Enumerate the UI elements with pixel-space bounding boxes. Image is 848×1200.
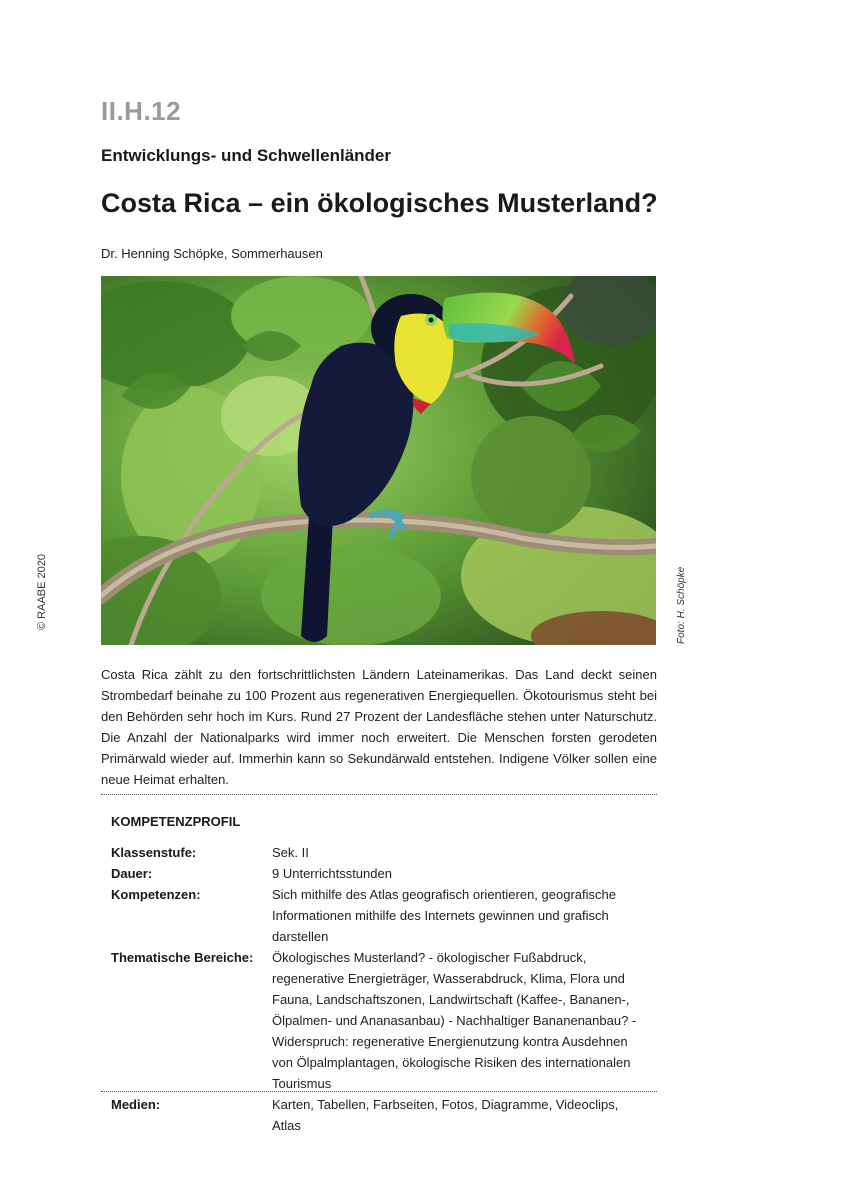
profile-value: Sek. II: [272, 845, 309, 860]
profile-label: Kompetenzen:: [111, 887, 201, 902]
profile-label: Dauer:: [111, 866, 153, 881]
profile-row-competences: [111, 884, 651, 947]
photo-credit: Foto: H. Schöpke: [676, 566, 687, 644]
profile-label: Thematische Bereiche:: [111, 950, 254, 965]
toucan-photo: [101, 276, 656, 645]
profile-value: Karten, Tabellen, Farbseiten, Fotos, Diagramme, Videoclips, Atlas: [272, 1097, 619, 1133]
profile-heading: KOMPETENZPROFIL: [111, 814, 241, 829]
profile-row-grade: [111, 842, 651, 863]
divider-top: [101, 794, 657, 795]
profile-value: Ökologisches Musterland? - ökologischer Fußabdruck, regenerative Energieträger, Wasserabdruck, Klima, Flora und Fauna, Landschaftszonen, Landwirtschaft (Kaffee-, Bananen-, Ölpalmen- und Ananasanbau) - Nachhaltiger Bananenanbau? - Widerspruch: regenerative Energienutzung kontra Ausdehnen von Ölpalmplantagen, ökologische Risiken des internationalen Tourismus: [272, 950, 637, 1091]
profile-row-topics: [111, 947, 651, 1094]
profile-label: Klassenstufe:: [111, 845, 197, 860]
divider-bottom: [101, 1091, 657, 1092]
profile-value: Sich mithilfe des Atlas geografisch orientieren, geografische Informationen mithilfe des Internets gewinnen und grafisch darstellen: [272, 887, 616, 944]
page-title: Costa Rica – ein ökologisches Musterland?: [101, 188, 658, 218]
copyright-notice: © RAABE 2020: [36, 554, 48, 630]
profile-label: Medien:: [111, 1097, 161, 1112]
intro-paragraph: Costa Rica zählt zu den fortschrittlichsten Ländern Lateinamerikas. Das Land deckt seinen Strombedarf beinahe zu 100 Prozent aus regenerativen Energiequellen. Ökotourismus steht bei den Behörden sehr hoch im Kurs. Rund 27 Prozent der Landesfläche stehen unter Naturschutz. Die Anzahl der Nationalparks wird immer noch erweitert. Die Menschen forsten gerodeten Primärwald wieder auf. Immerhin kann so Sekundärwald entstehen. Indigene Völker sollen eine neue Heimat erhalten.: [101, 667, 657, 787]
profile-row-media: [111, 1094, 651, 1136]
author-line: Dr. Henning Schöpke, Sommerhausen: [101, 246, 323, 261]
profile-row-duration: [111, 863, 651, 884]
chapter-code: II.H.12: [101, 96, 182, 126]
series-title: Entwicklungs- und Schwellenländer: [101, 146, 391, 165]
toucan-illustration: [101, 276, 656, 645]
profile-value: 9 Unterrichtsstunden: [272, 866, 392, 881]
